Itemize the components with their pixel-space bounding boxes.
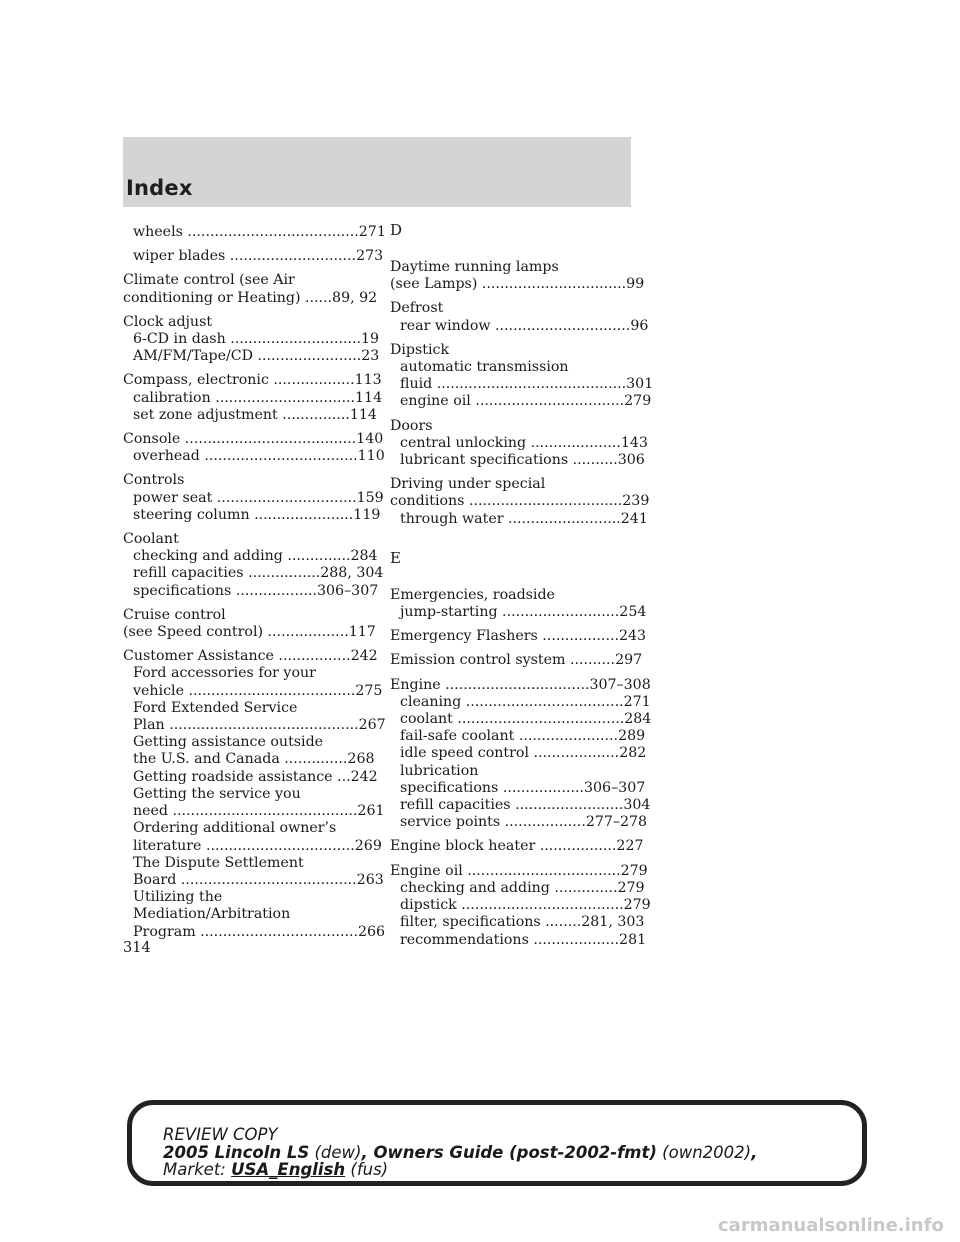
- d-entries: [390, 259, 654, 528]
- section-letter-e: E: [390, 548, 401, 567]
- index-entry: [123, 272, 378, 306]
- index-subentry: Program ...................................266: [133, 923, 386, 940]
- index-subentry: specifications ..................306–307: [133, 582, 379, 599]
- index-entry: [123, 372, 383, 424]
- index-subentry: Getting the service you: [133, 785, 301, 802]
- index-subentry: refill capacities ........................304: [400, 797, 651, 814]
- index-entry-heading: Engine block heater .................227: [390, 838, 644, 855]
- index-subentry: Utilizing the: [133, 889, 223, 906]
- index-subentry: service points ..................277–278: [400, 814, 648, 831]
- review-line-1: REVIEW COPY: [163, 1125, 278, 1144]
- index-entry: [123, 313, 380, 366]
- index-subentry: central unlocking ....................143: [400, 434, 648, 451]
- index-subentry: Plan ..........................................267: [133, 717, 386, 734]
- index-entry-heading: Defrost: [390, 300, 444, 317]
- index-subentry: jump-starting ..........................254: [400, 604, 647, 621]
- market-code: (fus): [345, 1160, 389, 1179]
- index-subentry: recommendations ...................281: [400, 931, 647, 948]
- index-subentry: vehicle .....................................275: [133, 682, 383, 699]
- line-end: ,: [751, 1142, 758, 1162]
- review-line-3: [163, 1161, 757, 1179]
- index-entry: [123, 472, 384, 524]
- index-entry-heading: Engine oil ..................................279: [390, 862, 648, 879]
- index-subentry: specifications ..................306–307: [400, 779, 646, 796]
- index-entry-heading: Controls: [123, 472, 185, 489]
- separator: ,: [361, 1142, 374, 1162]
- index-entry-heading: Clock adjust: [123, 313, 213, 330]
- index-entry-heading: (see Lamps) ................................99: [390, 276, 645, 293]
- page-number: 314: [123, 940, 151, 956]
- market-value: USA_English: [231, 1160, 346, 1179]
- review-line-2: [163, 1144, 757, 1162]
- index-entry: [390, 628, 647, 645]
- index-subentry: automatic transmission: [400, 359, 569, 376]
- index-subentry: 6-CD in dash .............................19: [133, 331, 380, 348]
- index-entry-heading: Compass, electronic ..................113: [123, 372, 382, 389]
- index-column-right: [390, 221, 654, 956]
- index-entry-heading: Console ......................................140: [123, 431, 384, 448]
- index-subentry: Getting roadside assistance ...242: [133, 768, 378, 785]
- guide-code: (own2002): [656, 1142, 752, 1162]
- index-entry-heading: Emergencies, roadside: [390, 586, 555, 603]
- index-subentry: wheels ......................................271: [133, 224, 386, 240]
- index-entry: [390, 417, 648, 470]
- model-code: (dew): [309, 1142, 362, 1162]
- index-entry-heading: Doors: [390, 417, 433, 434]
- page-title: Index: [126, 176, 193, 200]
- index-entry: [390, 862, 651, 949]
- index-subentry: Mediation/Arbitration: [133, 906, 291, 923]
- index-entry-heading: Daytime running lamps: [390, 259, 559, 275]
- index-entry: [123, 531, 384, 600]
- index-entry-heading: Dipstick: [390, 341, 450, 358]
- index-entry-heading: conditions ..................................239: [390, 493, 650, 510]
- index-entry: [123, 648, 386, 940]
- index-subentry: Ford Extended Service: [133, 699, 298, 716]
- index-subentry: wiper blades ............................273: [133, 248, 384, 265]
- index-subentry: power seat ...............................159: [133, 489, 384, 506]
- index-subentry: calibration ...............................114: [133, 389, 383, 406]
- index-entry: [123, 224, 386, 241]
- index-subentry: Ordering additional owner’s: [133, 820, 337, 837]
- index-entry-heading: Cruise control: [123, 606, 226, 623]
- index-subentry: checking and adding ..............284: [133, 548, 378, 565]
- index-subentry: overhead ..................................110: [133, 448, 385, 465]
- index-subentry: idle speed control ...................282: [400, 745, 647, 762]
- review-copy-text: [163, 1126, 757, 1179]
- index-subentry: lubricant specifications ..........306: [400, 452, 645, 469]
- index-entry-heading: Coolant: [123, 531, 179, 548]
- index-entry: [390, 652, 643, 669]
- index-entry-heading: Emergency Flashers .................243: [390, 628, 647, 645]
- e-entries: [390, 586, 652, 949]
- index-subentry: Getting assistance outside: [133, 734, 324, 751]
- index-entry: [390, 676, 652, 832]
- index-subentry: checking and adding ..............279: [400, 879, 645, 896]
- index-subentry: dipstick ....................................279: [400, 897, 651, 914]
- index-subentry: filter, specifications ........281, 303: [400, 914, 645, 931]
- market-label: Market:: [163, 1160, 232, 1179]
- index-subentry: coolant .....................................284: [400, 711, 652, 728]
- model-name: 2005 Lincoln LS: [163, 1142, 310, 1162]
- index-entry-heading: Emission control system ..........297: [390, 652, 643, 669]
- index-entry-heading: Driving under special: [390, 476, 546, 493]
- index-subentry: through water .........................241: [400, 510, 648, 527]
- index-entry: [123, 606, 376, 641]
- index-subentry: engine oil .................................279: [400, 393, 652, 410]
- index-subentry: fail-safe coolant ......................289: [400, 728, 646, 745]
- index-entry-heading: conditioning or Heating) ......89, 92: [123, 289, 378, 306]
- section-letter-d: D: [390, 221, 403, 239]
- index-column-left: [123, 224, 386, 948]
- index-entry: [390, 259, 645, 293]
- index-entry: [390, 476, 650, 528]
- index-subentry: Ford accessories for your: [133, 665, 316, 682]
- index-entry: [390, 341, 654, 411]
- index-subentry: AM/FM/Tape/CD .......................23: [133, 348, 380, 365]
- index-subentry: the U.S. and Canada ..............268: [133, 751, 375, 768]
- index-entry: [123, 248, 384, 265]
- index-entry: [390, 300, 649, 334]
- index-subentry: The Dispute Settlement: [133, 854, 304, 871]
- index-entry-heading: Customer Assistance ................242: [123, 648, 378, 665]
- index-entry-heading: Engine ................................307–308: [390, 676, 651, 693]
- index-entry: [390, 838, 644, 855]
- index-entry: [390, 586, 647, 621]
- index-entry-heading: Climate control (see Air: [123, 272, 295, 289]
- index-subentry: lubrication: [400, 762, 479, 779]
- index-subentry: steering column ......................119: [133, 506, 381, 523]
- index-subentry: cleaning ...................................271: [400, 693, 651, 710]
- guide-name: Owners Guide (post-2002-fmt): [373, 1142, 657, 1162]
- index-subentry: fluid ..........................................301: [400, 376, 654, 393]
- index-subentry: need .........................................261: [133, 803, 385, 820]
- index-subentry: refill capacities ................288, 304: [133, 565, 384, 582]
- index-entry-heading: (see Speed control) ..................117: [123, 624, 376, 641]
- index-subentry: literature .................................269: [133, 837, 382, 854]
- index-subentry: set zone adjustment ...............114: [133, 406, 377, 423]
- header-band: [123, 137, 631, 207]
- index-entry: [123, 431, 385, 465]
- index-subentry: rear window ..............................96: [400, 317, 649, 334]
- watermark-text: carmanualsonline.info: [718, 1215, 944, 1236]
- index-subentry: Board .......................................263: [133, 871, 384, 888]
